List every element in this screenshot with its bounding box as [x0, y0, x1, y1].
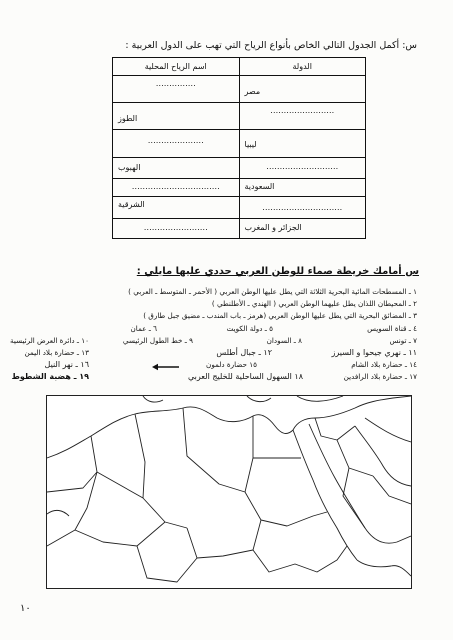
- item-7: ٧ ـ تونس: [389, 336, 417, 345]
- item-17: ١٧ ـ حضارة بلاد الرافدين: [343, 372, 417, 381]
- item-10: ١٠ ـ دائرة العرض الرئيسية: [10, 336, 89, 345]
- table-row: [113, 197, 366, 219]
- table-row: [113, 179, 366, 197]
- item-8: ٨ ـ السودان: [266, 336, 302, 345]
- page-number: ١٠: [20, 603, 31, 614]
- item-15: ١٥ حضارة دلمون: [206, 360, 257, 369]
- item-11: ١١ ـ نهري جيحوا و السيرز: [331, 348, 417, 357]
- wind-cell: الهبوب: [118, 163, 141, 172]
- wind-cell: ……………………………: [131, 182, 220, 191]
- item-1: ١ ـ المسطحات المائية البحرية الثلاثة التي يطل عليها الوطن العربي ( الأحمر ـ المتوسط ـ العربي ): [128, 287, 417, 296]
- country-cell: مصر: [244, 87, 261, 96]
- table-row: [113, 76, 366, 103]
- item-14: ١٤ ـ حضارة بلاد الشام: [351, 360, 417, 369]
- country-cell: السعودية: [244, 182, 275, 191]
- item-12: ١٢ ـ جبال أطلس: [216, 348, 272, 357]
- item-13: ١٣ ـ حضارة بلاد اليمن: [24, 348, 89, 357]
- country-cell: ……………………: [270, 106, 335, 115]
- wind-cell: ……………: [155, 79, 196, 88]
- table-header-row: [113, 58, 366, 76]
- arrow-left-icon: [152, 363, 180, 371]
- wind-cell: ……………………: [143, 223, 208, 232]
- wind-cell: الشرقية: [118, 200, 145, 209]
- arab-world-outline-map: [47, 396, 411, 588]
- item-19: ١٩ ـ هضبة الشطوط: [11, 372, 89, 381]
- item-9: ٩ ـ خط الطول الرئيسي: [122, 336, 193, 345]
- header-country: الدولة: [239, 58, 366, 76]
- country-cell: ليبيا: [244, 140, 257, 149]
- wind-cell: الطوز: [118, 114, 138, 123]
- table-row: [113, 219, 366, 239]
- table-row: [113, 158, 366, 179]
- item-2: ٢ ـ المحيطان اللذان يطل عليهما الوطن العربي ( الهندي ـ الأطلنطي ): [211, 299, 417, 308]
- blank-map: [46, 395, 412, 589]
- table-row: [113, 130, 366, 158]
- item-6: ٦ ـ عمان: [130, 324, 157, 333]
- country-cell: …………………………: [262, 203, 343, 212]
- question-2: س أمامك خريطة صماء للوطن العربي حددي عليها مايلي :: [136, 266, 419, 277]
- country-cell: ………………………: [266, 162, 339, 171]
- item-5: ٥ ـ دولة الكويت: [226, 324, 273, 333]
- item-3: ٣ ـ المضائق البحرية التي يطل عليها الوطن العربي (هرمز ـ باب المندب ـ مضيق جبل طارق ): [143, 311, 417, 320]
- country-cell: الجزائر و المغرب: [244, 223, 302, 232]
- item-4: ٤ ـ قناة السويس: [367, 324, 417, 333]
- item-18: ١٨ السهول الساحلية للخليج العربي: [187, 372, 303, 381]
- header-wind: اسم الرياح المحلية: [113, 58, 240, 76]
- winds-table: [112, 57, 366, 239]
- wind-cell: …………………: [147, 136, 204, 145]
- question-1: س: أكمل الجدول التالي الخاص بأنواع الرياح التي تهب على الدول العربية :: [125, 40, 417, 51]
- table-row: [113, 103, 366, 130]
- item-16: ١٦ ـ نهر النيل: [44, 360, 89, 369]
